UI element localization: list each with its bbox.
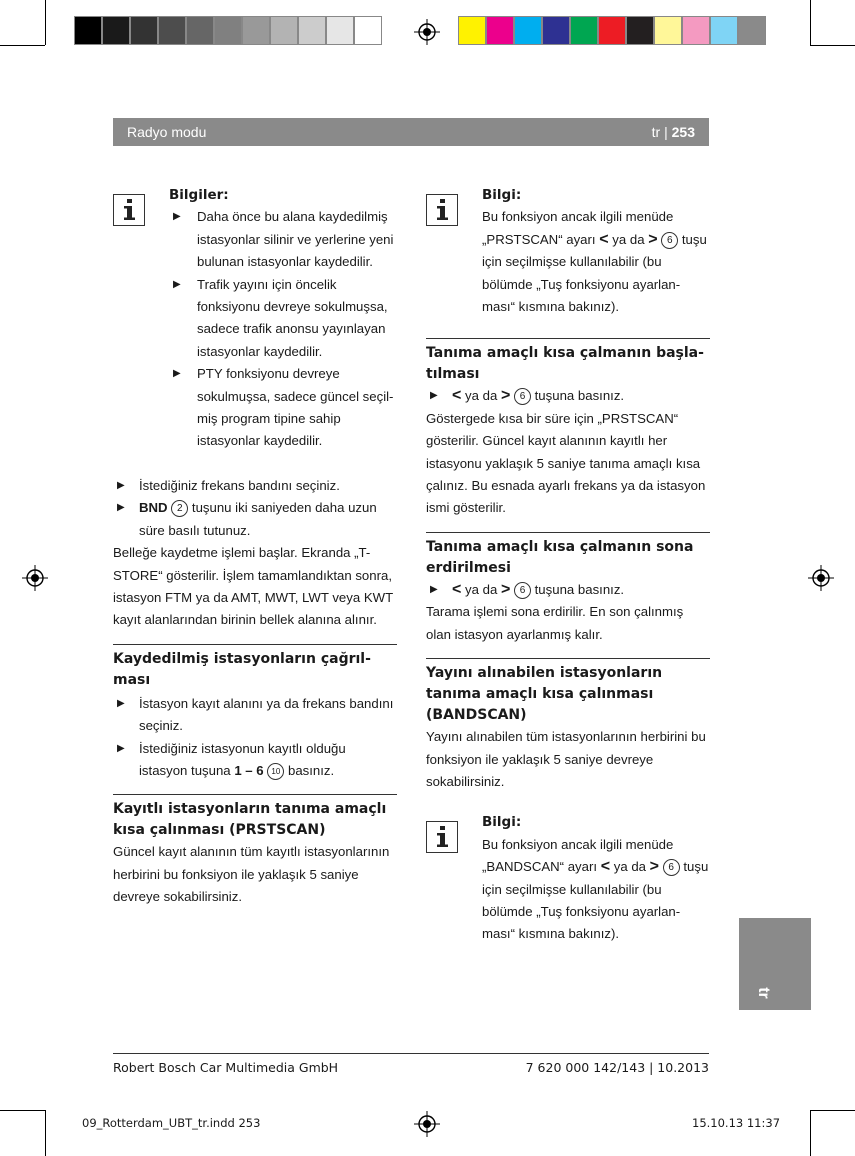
color-swatch xyxy=(710,16,738,45)
color-swatch xyxy=(130,16,158,45)
info-icon xyxy=(113,194,145,226)
bullet-triangle-icon: ▶ xyxy=(117,697,125,709)
registration-mark-icon xyxy=(22,565,48,591)
info-box xyxy=(426,184,710,318)
color-swatch xyxy=(326,16,354,45)
chevron-right-icon: > xyxy=(500,387,511,405)
crop-mark xyxy=(810,1110,811,1156)
color-swatch xyxy=(214,16,242,45)
key-number: 10 xyxy=(267,763,284,780)
step-item: ▶ İstediğiniz istasyonun kayıtlı olduğu istasyon tuşuna 1 – 6 10 basınız. xyxy=(113,738,397,783)
step-item: ▶ İstasyon kayıt alanını ya da frekans bandını seçiniz. xyxy=(113,693,397,738)
bullet-triangle-icon: ▶ xyxy=(173,278,181,290)
bullet-triangle-icon: ▶ xyxy=(117,479,125,491)
chevron-left-icon: < xyxy=(452,387,462,405)
info-box xyxy=(426,811,710,945)
color-swatch xyxy=(298,16,326,45)
step-item: ▶ < ya da > 6 tuşuna basınız. xyxy=(426,579,710,601)
paragraph: Belleğe kaydetme işlemi başlar. Ekranda „T-STORE“ gösterilir. İşlem tamamlandıktan sonra, istasyon FTM ya da AMT, MWT, LWT veya KWT kayıt alanlarından birinin bellek alanına alınır. xyxy=(113,545,393,628)
info-text: Bu fonksiyon ancak ilgili menüde „BANDSCAN“ ayarı < ya da > 6 tuşu için seçilmişse kullanılabilir (bu bölümde „Tuş fonksiyonu ayarlan-ması“ kısmına bakınız). xyxy=(482,836,709,942)
section-title: Radyo modu xyxy=(127,124,207,140)
section-heading: Tanıma amaçlı kısa çalmanın başla-tılması xyxy=(426,345,704,383)
color-swatch xyxy=(654,16,682,45)
color-swatch xyxy=(74,16,102,45)
paragraph: Göstergede kısa bir süre için „PRSTSCAN“ gösterilir. Güncel kayıt alanının kayıtlı her istasyonu yaklaşık 5 saniye tanıma amaçlı kısa çalınız. Bu esnada ayarlı frekans ya da istasyon ismi gösterilir. xyxy=(426,410,706,516)
step-item: ▶ İstediğiniz frekans bandını seçiniz. xyxy=(113,475,397,497)
slug-timestamp: 15.10.13 11:37 xyxy=(692,1116,781,1130)
color-swatch xyxy=(242,16,270,45)
section-divider xyxy=(426,532,710,579)
crop-mark xyxy=(45,1110,46,1156)
key-label: BND xyxy=(139,500,168,516)
running-header xyxy=(113,118,709,146)
company-name: Robert Bosch Car Multimedia GmbH xyxy=(113,1060,339,1075)
registration-mark-icon xyxy=(414,19,440,45)
info-icon xyxy=(426,821,458,853)
slug-filename: 09_Rotterdam_UBT_tr.indd 253 xyxy=(82,1116,261,1130)
section-heading: Kayıtlı istasyonların tanıma amaçlı kısa çalınması (PRSTSCAN) xyxy=(113,801,387,839)
color-swatch xyxy=(354,16,382,45)
section-divider xyxy=(113,644,397,691)
step-item: ▶ BND 2 tuşunu iki saniyeden daha uzun süre basılı tutunuz. xyxy=(113,497,397,542)
step-item: ▶ < ya da > 6 tuşuna basınız. xyxy=(426,385,710,407)
bullet-triangle-icon: ▶ xyxy=(173,211,181,223)
section-divider xyxy=(426,658,710,726)
bullet-triangle-icon: ▶ xyxy=(430,390,438,402)
crop-mark xyxy=(0,45,45,46)
key-number: 2 xyxy=(171,500,188,517)
document-number: 7 620 000 142/143 | 10.2013 xyxy=(525,1060,709,1075)
color-swatch xyxy=(486,16,514,45)
page-footer xyxy=(113,1053,709,1075)
chevron-right-icon: > xyxy=(649,858,660,876)
crop-mark xyxy=(810,1110,855,1111)
section-heading: Yayını alınabilen istasyonların tanıma amaçlı kısa çalınması (BANDSCAN) xyxy=(426,665,663,724)
bullet-triangle-icon: ▶ xyxy=(117,502,125,514)
paragraph: Güncel kayıt alanının tüm kayıtlı istasyonlarının herbirini bu fonksiyon ile yaklaşık 5 saniye devreye sokabilirsiniz. xyxy=(113,844,390,905)
bullet-triangle-icon: ▶ xyxy=(117,742,125,754)
bullet-triangle-icon: ▶ xyxy=(430,583,438,595)
color-swatch xyxy=(102,16,130,45)
color-swatch xyxy=(738,16,766,45)
color-swatch xyxy=(270,16,298,45)
section-divider xyxy=(113,794,397,841)
chevron-right-icon: > xyxy=(648,230,658,248)
paragraph: Yayını alınabilen tüm istasyonlarının herbirini bu fonksiyon ile yaklaşık 5 saniye devreye sokabilirsiniz. xyxy=(426,729,706,789)
info-text: Bu fonksiyon ancak ilgili menüde „PRSTSCAN“ ayarı < ya da > 6 tuşu için seçilmişse kullanılabilir (bu bölümde „Tuş fonksiyonu ayarlan-ması“ kısmına bakınız). xyxy=(482,209,707,315)
section-heading: Kaydedilmiş istasyonların çağrıl-ması xyxy=(113,650,371,688)
color-swatch xyxy=(542,16,570,45)
info-box xyxy=(113,184,397,453)
info-title: Bilgi: xyxy=(482,814,522,831)
gray-swatch-strip xyxy=(74,16,382,47)
key-number: 6 xyxy=(514,388,531,405)
color-swatch xyxy=(626,16,654,45)
color-swatch xyxy=(598,16,626,45)
color-swatch xyxy=(158,16,186,45)
crop-mark xyxy=(810,45,855,46)
key-number: 6 xyxy=(661,232,678,249)
info-list-item: ▶ PTY fonksiyonu devreye sokulmuşsa, sadece güncel seçil-miş program tipine sahip istasyonlar kaydedilir. xyxy=(169,363,397,453)
crop-mark xyxy=(0,1110,45,1111)
chevron-left-icon: < xyxy=(600,858,611,876)
info-list-item: ▶ Daha önce bu alana kaydedilmiş istasyonlar silinir ve yerlerine yeni bulunan istasyonlar kaydedilir. xyxy=(169,206,397,273)
color-swatch xyxy=(458,16,486,45)
chevron-left-icon: < xyxy=(599,230,609,248)
info-icon xyxy=(426,194,458,226)
key-label: 1 – 6 xyxy=(234,762,264,778)
info-title: Bilgi: xyxy=(482,187,522,203)
key-number: 6 xyxy=(514,582,531,599)
page-number: tr | 253 xyxy=(651,124,695,140)
section-heading: Tanıma amaçlı kısa çalmanın sona erdirilmesi xyxy=(426,538,694,576)
color-swatch xyxy=(514,16,542,45)
chevron-right-icon: > xyxy=(500,580,511,598)
crop-mark xyxy=(810,0,811,45)
section-divider xyxy=(426,338,710,385)
info-list-item: ▶ Trafik yayını için öncelik fonksiyonu devreye sokulmuşsa, sadece trafik anonsu yayınlayan istasyonlar kaydedilir. xyxy=(169,274,397,364)
right-column xyxy=(426,184,710,946)
crop-mark xyxy=(45,0,46,45)
chevron-left-icon: < xyxy=(452,580,462,598)
key-number: 6 xyxy=(663,859,680,876)
color-swatch xyxy=(682,16,710,45)
bullet-triangle-icon: ▶ xyxy=(173,368,181,380)
left-column xyxy=(113,184,397,909)
color-swatch xyxy=(186,16,214,45)
color-swatch-strip xyxy=(458,16,766,47)
color-swatch xyxy=(570,16,598,45)
paragraph: Tarama işlemi sona erdirilir. En son çalınmış olan istasyon ayarlanmış kalır. xyxy=(426,604,684,642)
registration-mark-icon xyxy=(414,1111,440,1137)
language-tab: tr xyxy=(739,918,811,1010)
registration-mark-icon xyxy=(808,565,834,591)
info-title: Bilgiler: xyxy=(169,187,229,203)
